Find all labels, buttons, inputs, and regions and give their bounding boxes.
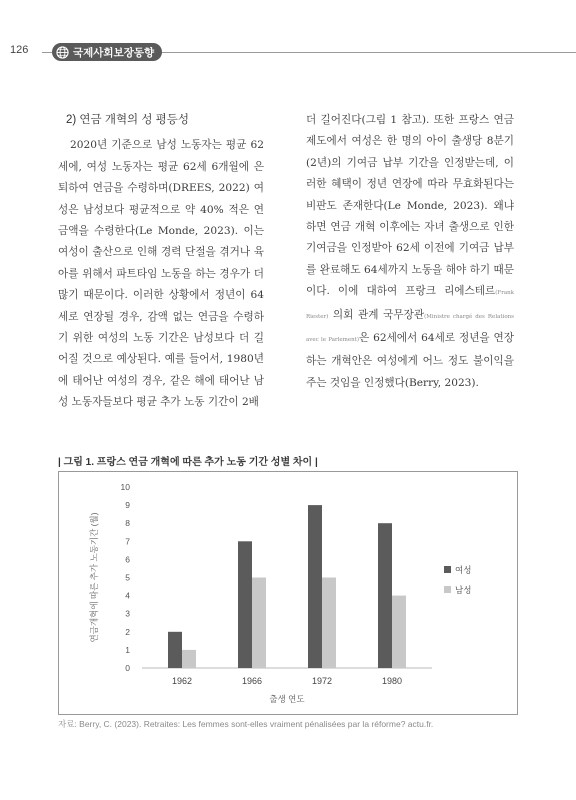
y-axis-label: 연금개혁에 따른 추가 노동기간 (월) <box>89 512 99 643</box>
x-tick-label: 1980 <box>381 676 403 686</box>
journal-badge <box>52 43 162 61</box>
bar-남성-1966 <box>252 578 266 669</box>
y-tick-label: 2 <box>125 626 130 637</box>
legend-swatch-여성 <box>444 566 451 573</box>
right-text-1: 더 길어진다(그림 1 참고). 또한 프랑스 연금제도에서 여성은 한 명의 아이 출생당 8분기(2년)의 기여금 납부 기간을 인정받는데, 이러한 혜택이 정년 연장에 따라 무효화된다는 비판도 존재한다(Le Monde, 2023). 왜냐하면 연금 개혁 이후에는 자녀 출생으로 인한 기여금을 인정받아 62세 이전에 기여금 납부를 완료해도 64세까지 노동을 해야 하기 때문이다. 이에 대하여 프랑크 리에스테르 <box>306 114 514 298</box>
body-paragraph-left: 2020년 기준으로 남성 노동자는 평균 62세에, 여성 노동자는 평균 62세 6개월에 은퇴하여 연금을 수령하며(DREES, 2022) 여성은 남성보다 평균적으로 약 40% 적은 연금액을 수령한다(Le Monde, 2023). 이는 여성이 출산으로 인해 경력 단절을 겪거나 육아를 위해서 파트타임 노동을 하는 경우가 더 많기 때문이다. 이러한 상황에서 정년이 64세로 연장될 경우, 감액 없는 연금을 수령하기 위한 여성의 노동 기간은 남성보다 더 길어질 것으로 예상된다. 예를 들어서, 1980년에 태어난 여성의 경우, 같은 해에 태어난 남성 노동자들보다 평균 추가 노동 기간이 2배 <box>58 139 264 409</box>
page-number: 126 <box>10 44 29 56</box>
x-axis-label: 출생 연도 <box>269 694 305 704</box>
legend-swatch-남성 <box>444 586 451 593</box>
name-french: (Frank Riester) <box>306 290 514 320</box>
figure-source: 자료: Berry, C. (2023). Retraites: Les femmes sont-elles vraiment pénalisées par la réforme? actu.fr. <box>58 719 434 729</box>
bar-남성-1972 <box>322 578 336 669</box>
y-tick-label: 3 <box>125 608 130 619</box>
x-tick-label: 1962 <box>171 676 193 686</box>
left-column <box>58 110 264 414</box>
bar-남성-1980 <box>392 596 406 668</box>
body-paragraph-right <box>306 110 514 394</box>
bar-chart <box>59 472 517 714</box>
y-tick-label: 9 <box>125 500 130 511</box>
right-text-2: 의회 관계 국무장관 <box>328 308 425 321</box>
y-tick-label: 4 <box>125 590 130 601</box>
y-tick-label: 1 <box>125 644 130 655</box>
x-tick-label: 1972 <box>311 676 333 686</box>
globe-icon <box>56 46 69 59</box>
title-french: (Ministre chargé des Relations avec le Parlement) <box>306 313 514 344</box>
legend-label-여성: 여성 <box>455 565 472 575</box>
bar-여성-1980 <box>378 523 392 668</box>
bar-여성-1962 <box>168 632 182 668</box>
y-tick-label: 10 <box>120 482 130 492</box>
x-tick-label: 1966 <box>241 676 263 686</box>
bar-여성-1972 <box>308 505 322 668</box>
bar-남성-1962 <box>182 650 196 668</box>
right-text-3: 은 62세에서 64세로 정년을 연장하는 개혁안은 여성에게 어느 정도 불이익을 주는 것임을 인정했다(Berry, 2023). <box>306 332 514 389</box>
y-tick-label: 5 <box>125 572 130 583</box>
y-tick-label: 8 <box>125 518 130 529</box>
legend-label-남성: 남성 <box>455 585 472 595</box>
section-title: 2) 연금 개혁의 성 평등성 <box>66 114 189 126</box>
figure-box <box>58 471 518 715</box>
right-column <box>306 110 514 394</box>
y-tick-label: 6 <box>125 554 130 565</box>
y-tick-label: 0 <box>125 663 130 673</box>
y-tick-label: 7 <box>125 536 130 547</box>
figure-title: | 그림 1. 프랑스 연금 개혁에 따른 추가 노동 기간 성별 차이 | <box>58 457 318 468</box>
bar-여성-1966 <box>238 541 252 668</box>
journal-name: 국제사회보장동향 <box>73 46 155 59</box>
